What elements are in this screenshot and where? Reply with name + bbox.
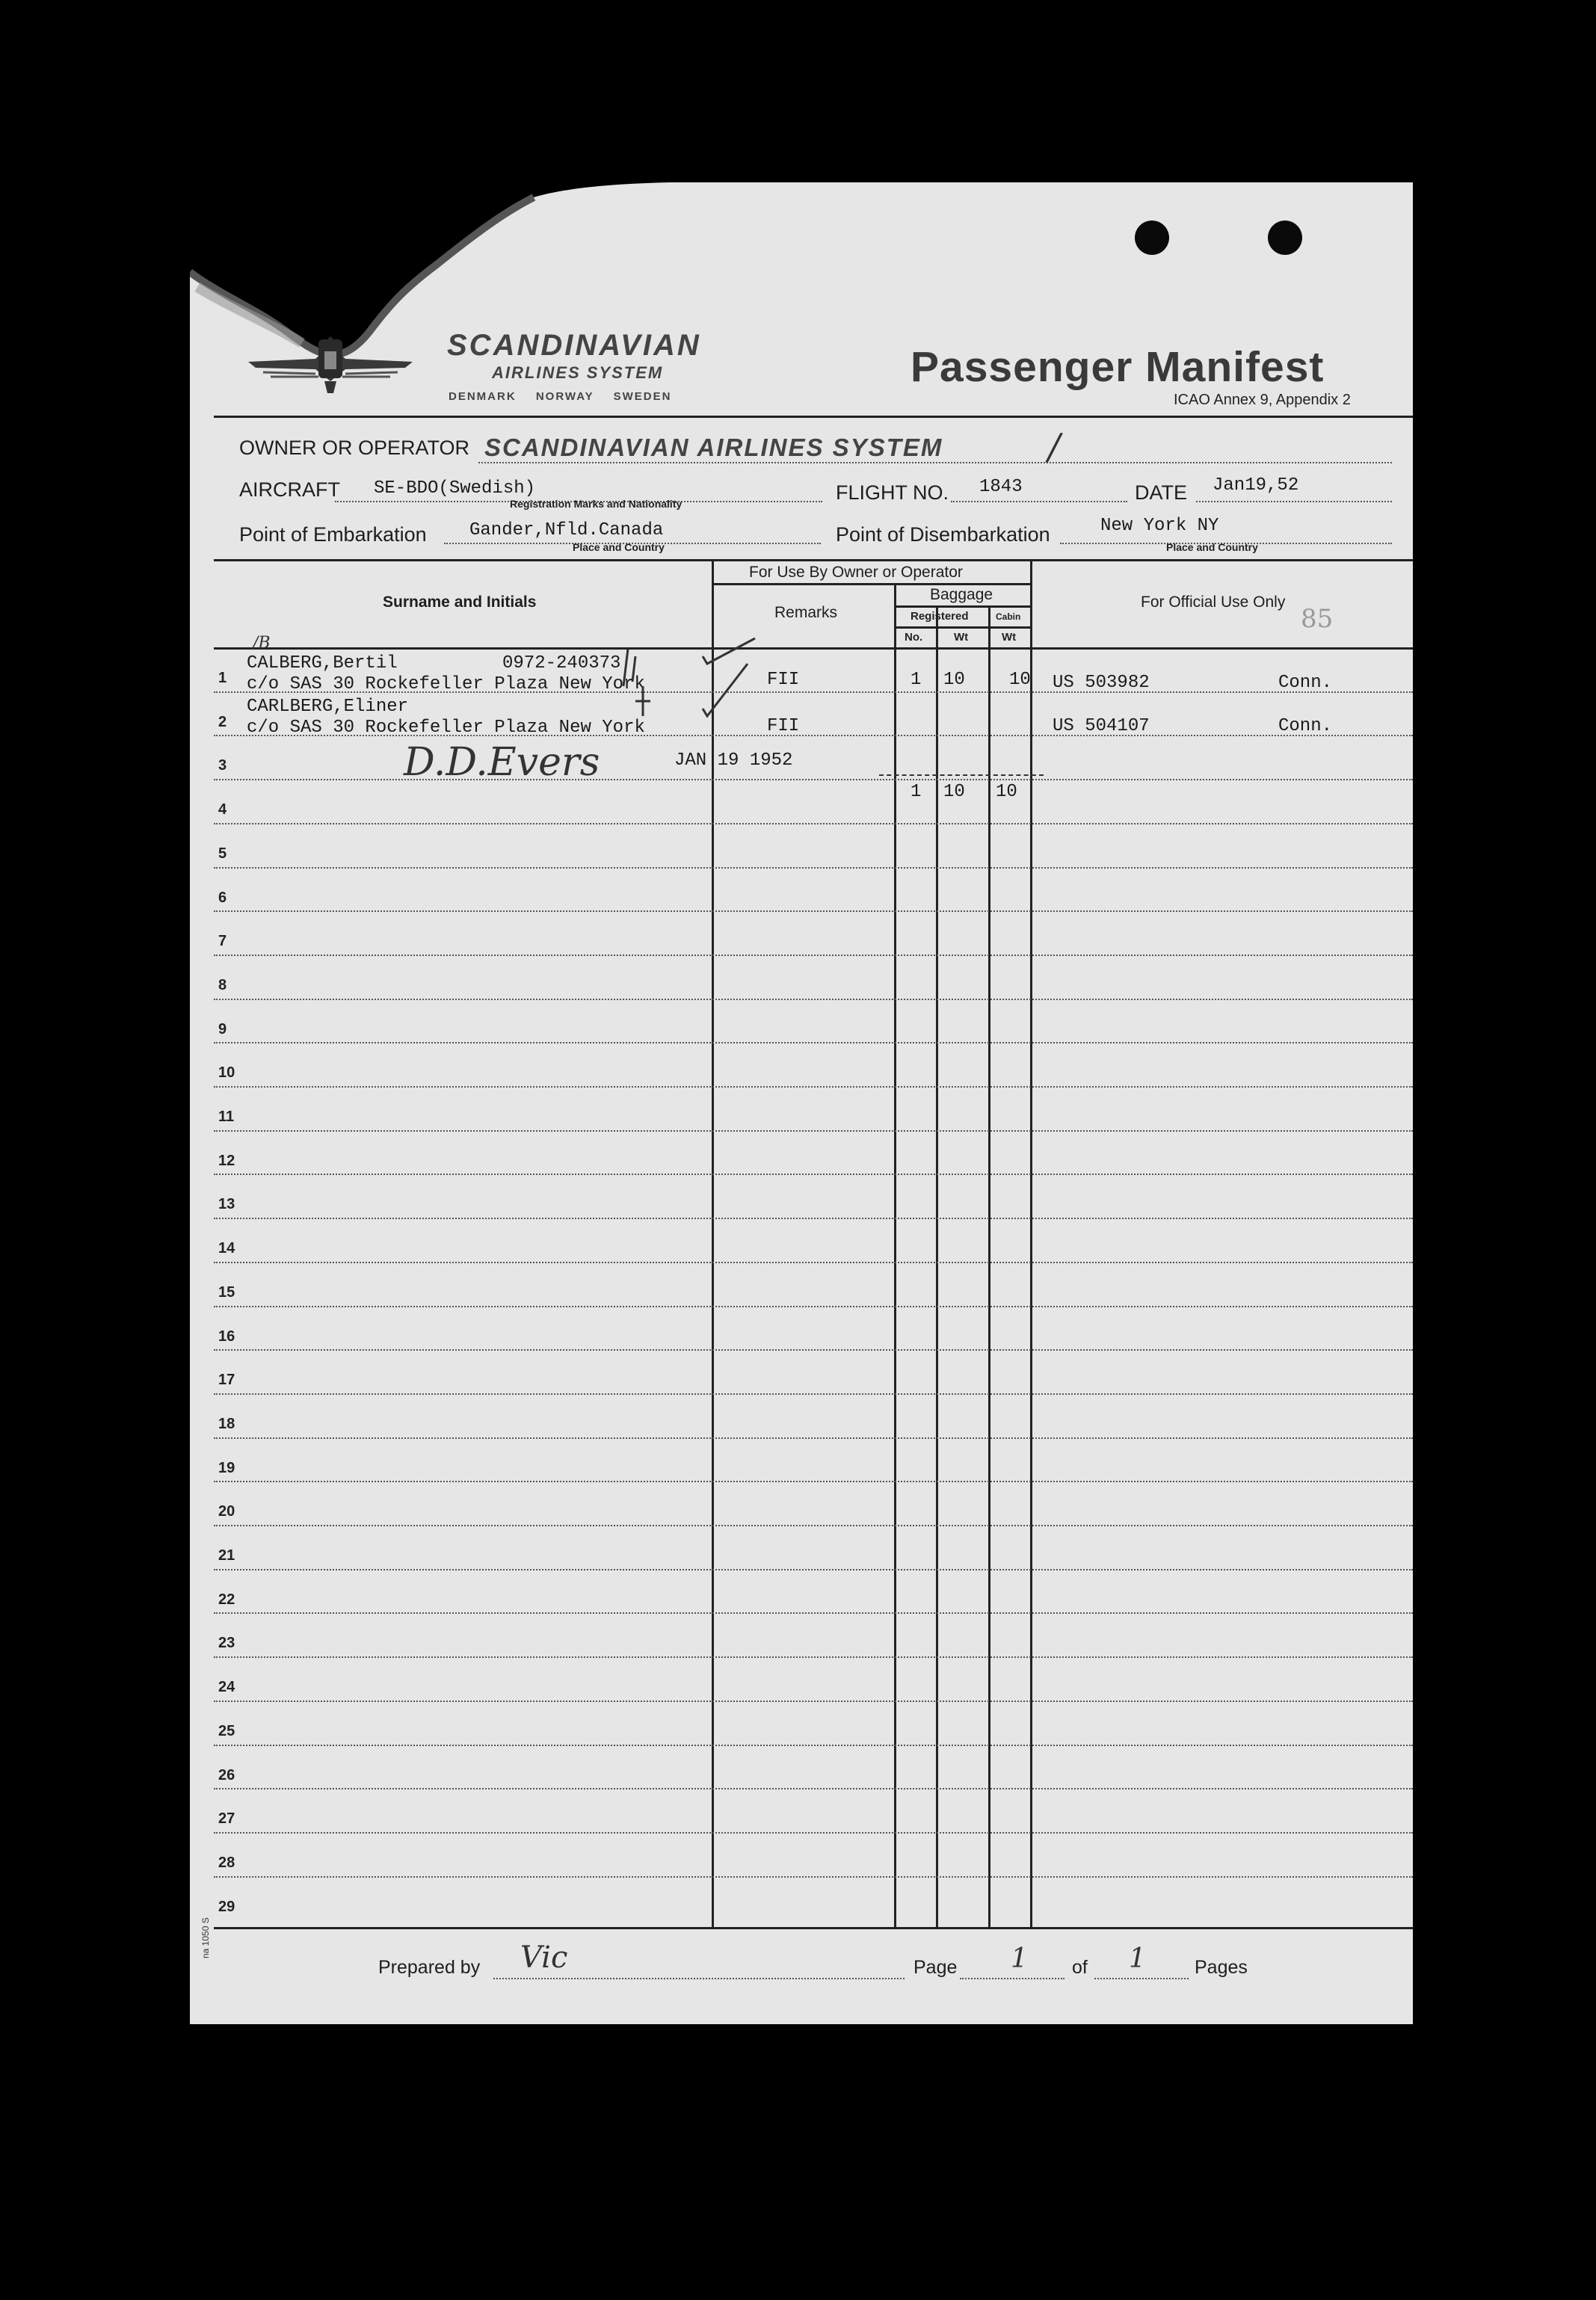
total-bag-no: 1 (911, 782, 922, 802)
of-value: 1 (1129, 1943, 1146, 1974)
row-number: 8 (218, 977, 227, 993)
total-cabin-wt: 10 (996, 782, 1017, 802)
table-header-bottom-rule (214, 647, 1413, 650)
owner-underline (478, 462, 1392, 463)
aircraft-value: SE-BDO(Swedish) (374, 478, 536, 499)
passenger-1-bag-no: 1 (911, 670, 922, 690)
row-rule (214, 779, 1413, 780)
row-number: 1 (218, 670, 227, 686)
row-rule (214, 1306, 1413, 1307)
row-rule (214, 1569, 1413, 1570)
row-rule (214, 1174, 1413, 1175)
passenger-2-official-id: US 504107 (1053, 716, 1150, 736)
row-number: 18 (218, 1416, 235, 1432)
date-underline (1196, 501, 1392, 502)
row-number: 25 (218, 1723, 235, 1739)
date-label: DATE (1135, 481, 1188, 504)
total-bag-wt: 10 (943, 782, 965, 802)
row-number: 17 (218, 1372, 235, 1388)
row-rule (214, 1612, 1413, 1614)
passenger-1-ticket: 0972-240373 (502, 653, 621, 673)
airline-name: SCANDINAVIAN (447, 329, 701, 362)
row-rule (214, 1218, 1413, 1219)
form-title: Passenger Manifest (911, 343, 1325, 391)
disembarkation-label: Point of Disembarkation (836, 523, 1050, 546)
date-value: Jan19,52 (1213, 475, 1299, 496)
row-number: 23 (218, 1635, 235, 1651)
stamp-date: JAN 19 1952 (674, 750, 793, 771)
passenger-2-remarks: FII (767, 716, 800, 736)
col-divider-no (936, 607, 938, 1929)
airline-wings-logo (241, 329, 420, 404)
row-number: 19 (218, 1460, 235, 1476)
official-note: 85 (1301, 604, 1334, 634)
row-number: 2 (218, 714, 227, 730)
col-cabin-header: Cabin (996, 611, 1021, 622)
baggage-rule (894, 605, 1032, 608)
row-number: 29 (218, 1899, 235, 1915)
row-number: 7 (218, 933, 227, 949)
of-label: of (1072, 1957, 1088, 1978)
page-underline (960, 1978, 1064, 1979)
embarkation-value: Gander,Nfld.Canada (469, 520, 664, 540)
registered-rule (894, 626, 1032, 629)
row-rule (214, 823, 1413, 824)
row-rule (214, 1701, 1413, 1702)
row-number: 20 (218, 1503, 235, 1520)
disembarkation-value: New York NY (1100, 516, 1219, 536)
col-owner-use-header: For Use By Owner or Operator (749, 564, 963, 581)
row-rule (214, 1525, 1413, 1526)
aircraft-label: AIRCRAFT (239, 478, 340, 501)
row-number: 16 (218, 1328, 235, 1345)
table-bottom-rule (214, 1927, 1413, 1929)
passenger-1-official-id: US 503982 (1053, 673, 1150, 693)
col-remarks-header: Remarks (774, 604, 838, 621)
col-wt-header: Wt (954, 631, 969, 644)
col-no-header: No. (905, 631, 923, 644)
row-rule (214, 1788, 1413, 1789)
row-number: 22 (218, 1591, 235, 1608)
check-marks (613, 634, 762, 746)
tick-mark: / (1048, 426, 1061, 468)
col-official-header: For Official Use Only (1141, 594, 1286, 611)
table-top-rule (214, 559, 1413, 561)
side-form-code: na 1050 S (200, 1917, 211, 1958)
page-value: 1 (1011, 1943, 1028, 1974)
punch-hole (1268, 221, 1302, 255)
row-number: 5 (218, 845, 227, 862)
airline-countries: DENMARK NORWAY SWEDEN (449, 390, 672, 403)
row-rule (214, 999, 1413, 1000)
owner-use-rule (712, 583, 1032, 585)
owner-label: OWNER OR OPERATOR (239, 437, 470, 459)
row-rule (214, 1262, 1413, 1263)
row-rule (214, 1393, 1413, 1395)
row-number: 28 (218, 1855, 235, 1871)
row-number: 10 (218, 1064, 235, 1081)
col-divider-wt (988, 607, 990, 1929)
passenger-1-bag-wt: 10 (943, 670, 965, 690)
airline-system: AIRLINES SYSTEM (492, 363, 664, 382)
passenger-1-address: c/o SAS 30 Rockefeller Plaza New York (247, 674, 645, 694)
row-rule (214, 1832, 1413, 1834)
prepared-underline (493, 1978, 905, 1979)
row-rule (214, 1876, 1413, 1878)
passenger-1-cabin-wt: 10 (1009, 670, 1031, 690)
row-rule (214, 1656, 1413, 1658)
row-rule (214, 1086, 1413, 1088)
row-rule (214, 1349, 1413, 1351)
row-rule (214, 867, 1413, 869)
passenger-1-official-state: Conn. (1278, 673, 1333, 693)
row-rule (214, 1042, 1413, 1043)
row-number: 12 (218, 1153, 235, 1169)
disembarkation-caption: Place and Country (1166, 541, 1258, 553)
totals-rule (879, 774, 1044, 776)
row-number: 6 (218, 890, 227, 906)
embarkation-caption: Place and Country (573, 541, 665, 553)
row-number: 4 (218, 801, 227, 818)
row-number: 13 (218, 1196, 235, 1212)
owner-value: SCANDINAVIAN AIRLINES SYSTEM (484, 434, 943, 461)
passenger-1-name: CALBERG,Bertil (247, 653, 398, 673)
page-label: Page (913, 1957, 958, 1978)
flight-underline (951, 501, 1127, 502)
col-baggage-header: Baggage (930, 586, 993, 603)
passenger-1-mark: /B (253, 634, 271, 653)
row-rule (214, 1437, 1413, 1439)
flight-label: FLIGHT NO. (836, 481, 949, 504)
form-subtitle: ICAO Annex 9, Appendix 2 (1174, 392, 1351, 408)
row-number: 24 (218, 1679, 235, 1695)
flight-value: 1843 (979, 477, 1023, 497)
row-number: 15 (218, 1284, 235, 1301)
stamp-signature: D.D.Evers (404, 740, 600, 785)
passenger-1-remarks: FII (767, 670, 800, 690)
embarkation-label: Point of Embarkation (239, 523, 427, 546)
header-top-rule (214, 416, 1413, 418)
row-number: 11 (218, 1109, 235, 1125)
punch-hole (1135, 221, 1169, 255)
passenger-2-official-state: Conn. (1278, 716, 1333, 736)
row-number: 26 (218, 1767, 235, 1783)
col-registered-header: Registered (911, 610, 969, 623)
pages-label: Pages (1195, 1957, 1248, 1978)
col-surname-header: Surname and Initials (383, 594, 537, 611)
row-number: 3 (218, 757, 227, 774)
prepared-label: Prepared by (378, 1957, 481, 1978)
col-divider-baggage (894, 583, 896, 1929)
row-rule (214, 1745, 1413, 1746)
passenger-2-address: c/o SAS 30 Rockefeller Plaza New York (247, 718, 645, 738)
aircraft-caption: Registration Marks and Nationality (510, 498, 683, 510)
col-cabin-wt-header: Wt (1002, 631, 1017, 644)
passenger-2-name: CARLBERG,Eliner (247, 697, 409, 717)
row-number: 21 (218, 1547, 235, 1564)
row-rule (214, 1130, 1413, 1132)
of-underline (1094, 1978, 1189, 1979)
row-rule (214, 955, 1413, 956)
row-number: 9 (218, 1021, 227, 1038)
col-divider-official (1030, 559, 1032, 1929)
row-rule (214, 1481, 1413, 1482)
row-number: 14 (218, 1240, 235, 1257)
row-rule (214, 910, 1413, 912)
prepared-value: Vic (520, 1940, 568, 1975)
row-number: 27 (218, 1810, 235, 1827)
